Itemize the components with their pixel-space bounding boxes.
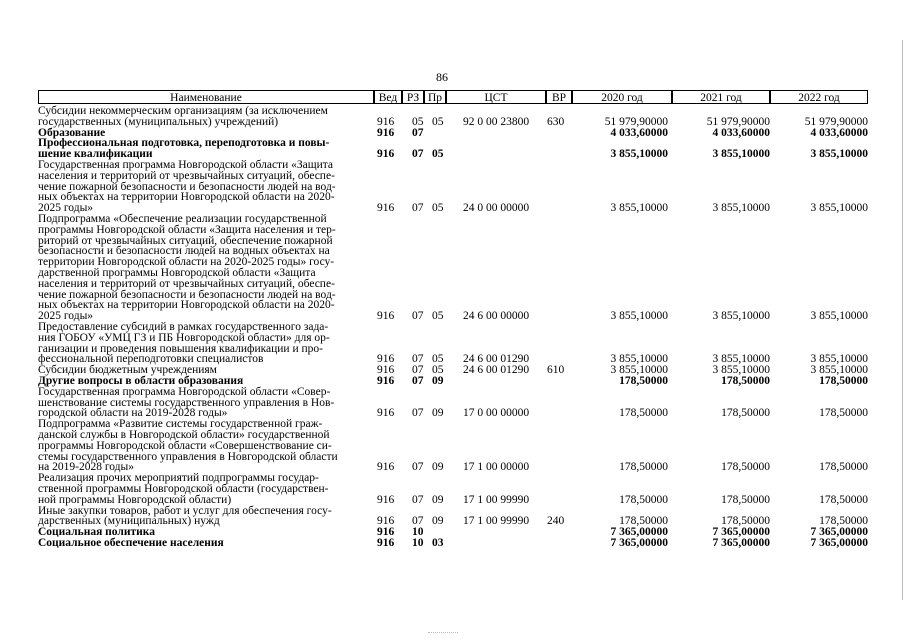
row-name-line: Предоставление субсидий в рамках государственного зада- [38, 321, 329, 333]
row-pr: 05 [432, 353, 444, 366]
row-value-2022: 3 855,10000 [810, 202, 868, 215]
row-pr: 09 [432, 407, 444, 420]
row-rz: 07 [412, 202, 424, 215]
row-ved: 916 [377, 126, 395, 139]
row-name-line: чение пожарной безопасности и безопасности людей на вод- [38, 180, 336, 193]
row-cst: 24 6 00 01290 [463, 353, 530, 366]
row-cst: 17 0 00 00000 [463, 407, 530, 420]
row-name-line: программы Новгородской области «Защита населения и тер- [38, 223, 336, 236]
row-name-line: Подпрограмма «Развитие системы государственной граж- [38, 418, 323, 431]
row-value-2022: 51 979,90000 [804, 115, 868, 128]
table-row [38, 214, 868, 322]
row-value-2021: 178,50000 [721, 375, 770, 387]
row-value-2021: 178,50000 [721, 493, 770, 506]
row-value-2020: 178,50000 [619, 461, 668, 474]
row-value-2020: 178,50000 [619, 493, 668, 506]
row-value-2020: 3 855,10000 [610, 364, 668, 377]
row-name-line: городской области на 2019-2028 годы» [38, 407, 228, 420]
row-value-2022: 7 365,00000 [810, 526, 868, 539]
row-name-line: ной программы Новгородской области) [38, 493, 232, 506]
row-name-line: ния ГОБОУ «УМЦ ГЗ и ПБ Новгородской области» для ор- [38, 331, 330, 344]
row-cst: 24 0 00 00000 [463, 202, 530, 215]
header-rz: РЗ [402, 90, 424, 104]
row-name [38, 322, 374, 365]
row-name-line: Профессиональная подготовка, переподготовка и повы- [38, 137, 330, 150]
row-name-line: программы Новгородской области «Совершенствование си- [38, 439, 332, 452]
row-value-2021: 3 855,10000 [712, 310, 770, 323]
row-ved: 916 [377, 148, 395, 161]
row-name-line: ственной программы Новгородской области (государствен- [38, 482, 329, 495]
row-ved: 916 [377, 493, 395, 506]
row-ved: 916 [377, 407, 395, 420]
row-name-line: Государственная программа Новгородской области «Защита [38, 159, 333, 171]
row-value-2022: 178,50000 [819, 461, 868, 474]
row-value-2021: 3 855,10000 [712, 202, 770, 215]
row-value-2022: 178,50000 [819, 407, 868, 420]
row-name-line: Социальное обеспечение населения [38, 537, 224, 549]
row-cst: 17 1 00 99990 [463, 515, 530, 528]
row-name-line: Подпрограмма «Обеспечение реализации государственной [38, 213, 327, 225]
table-row [38, 106, 868, 128]
row-value-2020: 178,50000 [619, 515, 668, 528]
row-name-line: Субсидии бюджетным учреждениям [38, 364, 217, 377]
row-vr: 630 [547, 115, 565, 128]
row-value-2020: 7 365,00000 [610, 537, 668, 549]
row-value-2022: 3 855,10000 [810, 353, 868, 366]
table-row [38, 322, 868, 365]
row-value-2020: 3 855,10000 [610, 353, 668, 366]
row-pr: 05 [432, 202, 444, 215]
row-cst: 92 0 00 23800 [463, 115, 530, 128]
row-value-2021: 51 979,90000 [706, 115, 770, 128]
row-name-line: данской службы в Новгородской области» государственной [38, 428, 330, 441]
row-rz: 07 [412, 148, 424, 161]
row-cst: 17 1 00 99990 [463, 493, 530, 506]
row-value-2022: 3 855,10000 [810, 148, 868, 161]
row-ved: 916 [377, 526, 395, 539]
row-rz: 07 [412, 515, 424, 528]
row-name [38, 473, 374, 505]
scan-edge [902, 40, 903, 600]
row-name [38, 387, 374, 419]
row-name-line: населения и территорий от чрезвычайных ситуаций, обеспе- [38, 169, 335, 182]
row-ved: 916 [377, 353, 395, 366]
row-rz: 10 [412, 526, 424, 539]
row-value-2022: 3 855,10000 [810, 310, 868, 323]
table-row [38, 387, 868, 419]
row-name-line: дарственной программы Новгородской области «Защита [38, 266, 316, 279]
row-pr: 03 [432, 537, 444, 549]
row-rz: 07 [412, 126, 424, 139]
table-row [38, 138, 868, 160]
row-value-2020: 4 033,60000 [610, 126, 668, 139]
row-value-2022: 7 365,00000 [810, 537, 868, 549]
row-value-2021: 178,50000 [721, 515, 770, 528]
row-name-line: безопасности и безопасности людей на водных объектах на [38, 245, 330, 258]
row-ved: 916 [377, 202, 395, 215]
row-name [38, 106, 374, 128]
row-rz: 07 [412, 407, 424, 420]
row-name-line: Иные закупки товаров, работ и услуг для обеспечения госу- [38, 504, 332, 517]
page-number: 86 [436, 70, 448, 84]
row-name-line: риторий от чрезвычайных ситуаций, обеспечение пожарной [38, 234, 333, 247]
row-value-2020: 7 365,00000 [610, 526, 668, 539]
row-name-line: стемы государственного управления в Новгородской области [38, 450, 338, 463]
header-cst: ЦСТ [446, 90, 546, 104]
row-ved: 916 [377, 537, 395, 549]
row-value-2020: 178,50000 [619, 375, 668, 387]
row-name-line: на 2019-2028 годы» [38, 461, 135, 474]
table-row [38, 160, 868, 214]
table-row [38, 538, 868, 549]
row-name-line: Другие вопросы в области образования [38, 375, 244, 387]
row-name-line: ных объектах на территории Новгородской области на 2020- [38, 191, 335, 204]
row-name-line: шенствование системы государственного управления в Нов- [38, 396, 335, 409]
row-value-2022: 4 033,60000 [810, 126, 868, 139]
row-pr: 09 [432, 375, 444, 387]
row-rz: 07 [412, 461, 424, 474]
header-ved: Вед [374, 90, 402, 104]
header-pr: Пр [424, 90, 446, 104]
table-row [38, 419, 868, 473]
row-name-line: Государственная программа Новгородской области «Совер- [38, 385, 331, 398]
row-rz: 07 [412, 353, 424, 366]
row-pr: 05 [432, 148, 444, 161]
row-name [38, 506, 374, 528]
row-value-2021: 4 033,60000 [712, 126, 770, 139]
header-name: Наименование [38, 90, 374, 104]
row-vr: 240 [547, 515, 565, 528]
row-ved: 916 [377, 515, 395, 528]
row-name [38, 538, 374, 549]
row-value-2022: 178,50000 [819, 515, 868, 528]
row-ved: 916 [377, 115, 395, 128]
row-name-line: 2025 годы» [38, 202, 94, 215]
row-value-2021: 7 365,00000 [712, 526, 770, 539]
row-rz: 07 [412, 310, 424, 323]
row-value-2021: 3 855,10000 [712, 353, 770, 366]
header-2021: 2021 год [672, 90, 770, 104]
row-rz: 07 [412, 493, 424, 506]
header-2022: 2022 год [770, 90, 868, 104]
row-value-2022: 3 855,10000 [810, 364, 868, 377]
row-name-line: дарственных (муниципальных) нужд [38, 515, 220, 528]
row-pr: 05 [432, 115, 444, 128]
row-value-2020: 51 979,90000 [604, 115, 668, 128]
row-value-2022: 178,50000 [819, 375, 868, 387]
row-pr: 09 [432, 515, 444, 528]
row-value-2021: 7 365,00000 [712, 537, 770, 549]
row-value-2021: 3 855,10000 [712, 148, 770, 161]
row-name-line: шение квалификации [38, 148, 153, 161]
row-pr: 05 [432, 364, 444, 377]
row-value-2021: 3 855,10000 [712, 364, 770, 377]
row-pr: 05 [432, 310, 444, 323]
table-row [38, 473, 868, 505]
row-name-line: Реализация прочих мероприятий подпрограммы государ- [38, 472, 319, 485]
row-name-line: государственных (муниципальных) учреждений) [38, 115, 279, 128]
row-name [38, 214, 374, 322]
row-rz: 05 [412, 115, 424, 128]
row-name-line: Образование [38, 126, 106, 139]
row-name [38, 138, 374, 160]
row-name-line: ганизации и проведения повышения квалификации и про- [38, 342, 323, 355]
row-name [38, 419, 374, 473]
row-value-2020: 3 855,10000 [610, 310, 668, 323]
header-2020: 2020 год [572, 90, 672, 104]
row-rz: 07 [412, 375, 424, 387]
row-rz: 07 [412, 364, 424, 377]
row-pr: 09 [432, 493, 444, 506]
row-cst: 24 6 00 01290 [463, 364, 530, 377]
table-row [38, 506, 868, 528]
row-rz: 10 [412, 537, 424, 549]
row-cst: 24 6 00 00000 [463, 310, 530, 323]
row-name-line: ных объектах на территории Новгородской области на 2020- [38, 299, 335, 312]
row-value-2020: 178,50000 [619, 407, 668, 420]
row-name-line: фессиональной переподготовки специалистов [38, 353, 264, 366]
row-value-2020: 3 855,10000 [610, 148, 668, 161]
row-cst: 17 1 00 00000 [463, 461, 530, 474]
row-name-line: населения и территорий от чрезвычайных ситуаций, обеспе- [38, 277, 335, 290]
header-vr: ВР [546, 90, 572, 104]
row-ved: 916 [377, 375, 395, 387]
row-ved: 916 [377, 364, 395, 377]
row-vr: 610 [547, 364, 565, 377]
row-value-2021: 178,50000 [721, 461, 770, 474]
row-name-line: Социальная политика [38, 526, 155, 539]
row-value-2020: 3 855,10000 [610, 202, 668, 215]
row-value-2021: 178,50000 [721, 407, 770, 420]
row-ved: 916 [377, 461, 395, 474]
scan-artifact [428, 632, 458, 634]
row-name-line: 2025 годы» [38, 310, 94, 323]
row-ved: 916 [377, 310, 395, 323]
row-name-line: территории Новгородской области на 2020-2025 годы» госу- [38, 256, 335, 269]
row-pr: 09 [432, 461, 444, 474]
row-name-line: Субсидии некоммерческим организациям (за исключением [38, 105, 328, 117]
row-value-2022: 178,50000 [819, 493, 868, 506]
row-name [38, 160, 374, 214]
row-name-line: чение пожарной безопасности и безопасности людей на вод- [38, 288, 336, 301]
